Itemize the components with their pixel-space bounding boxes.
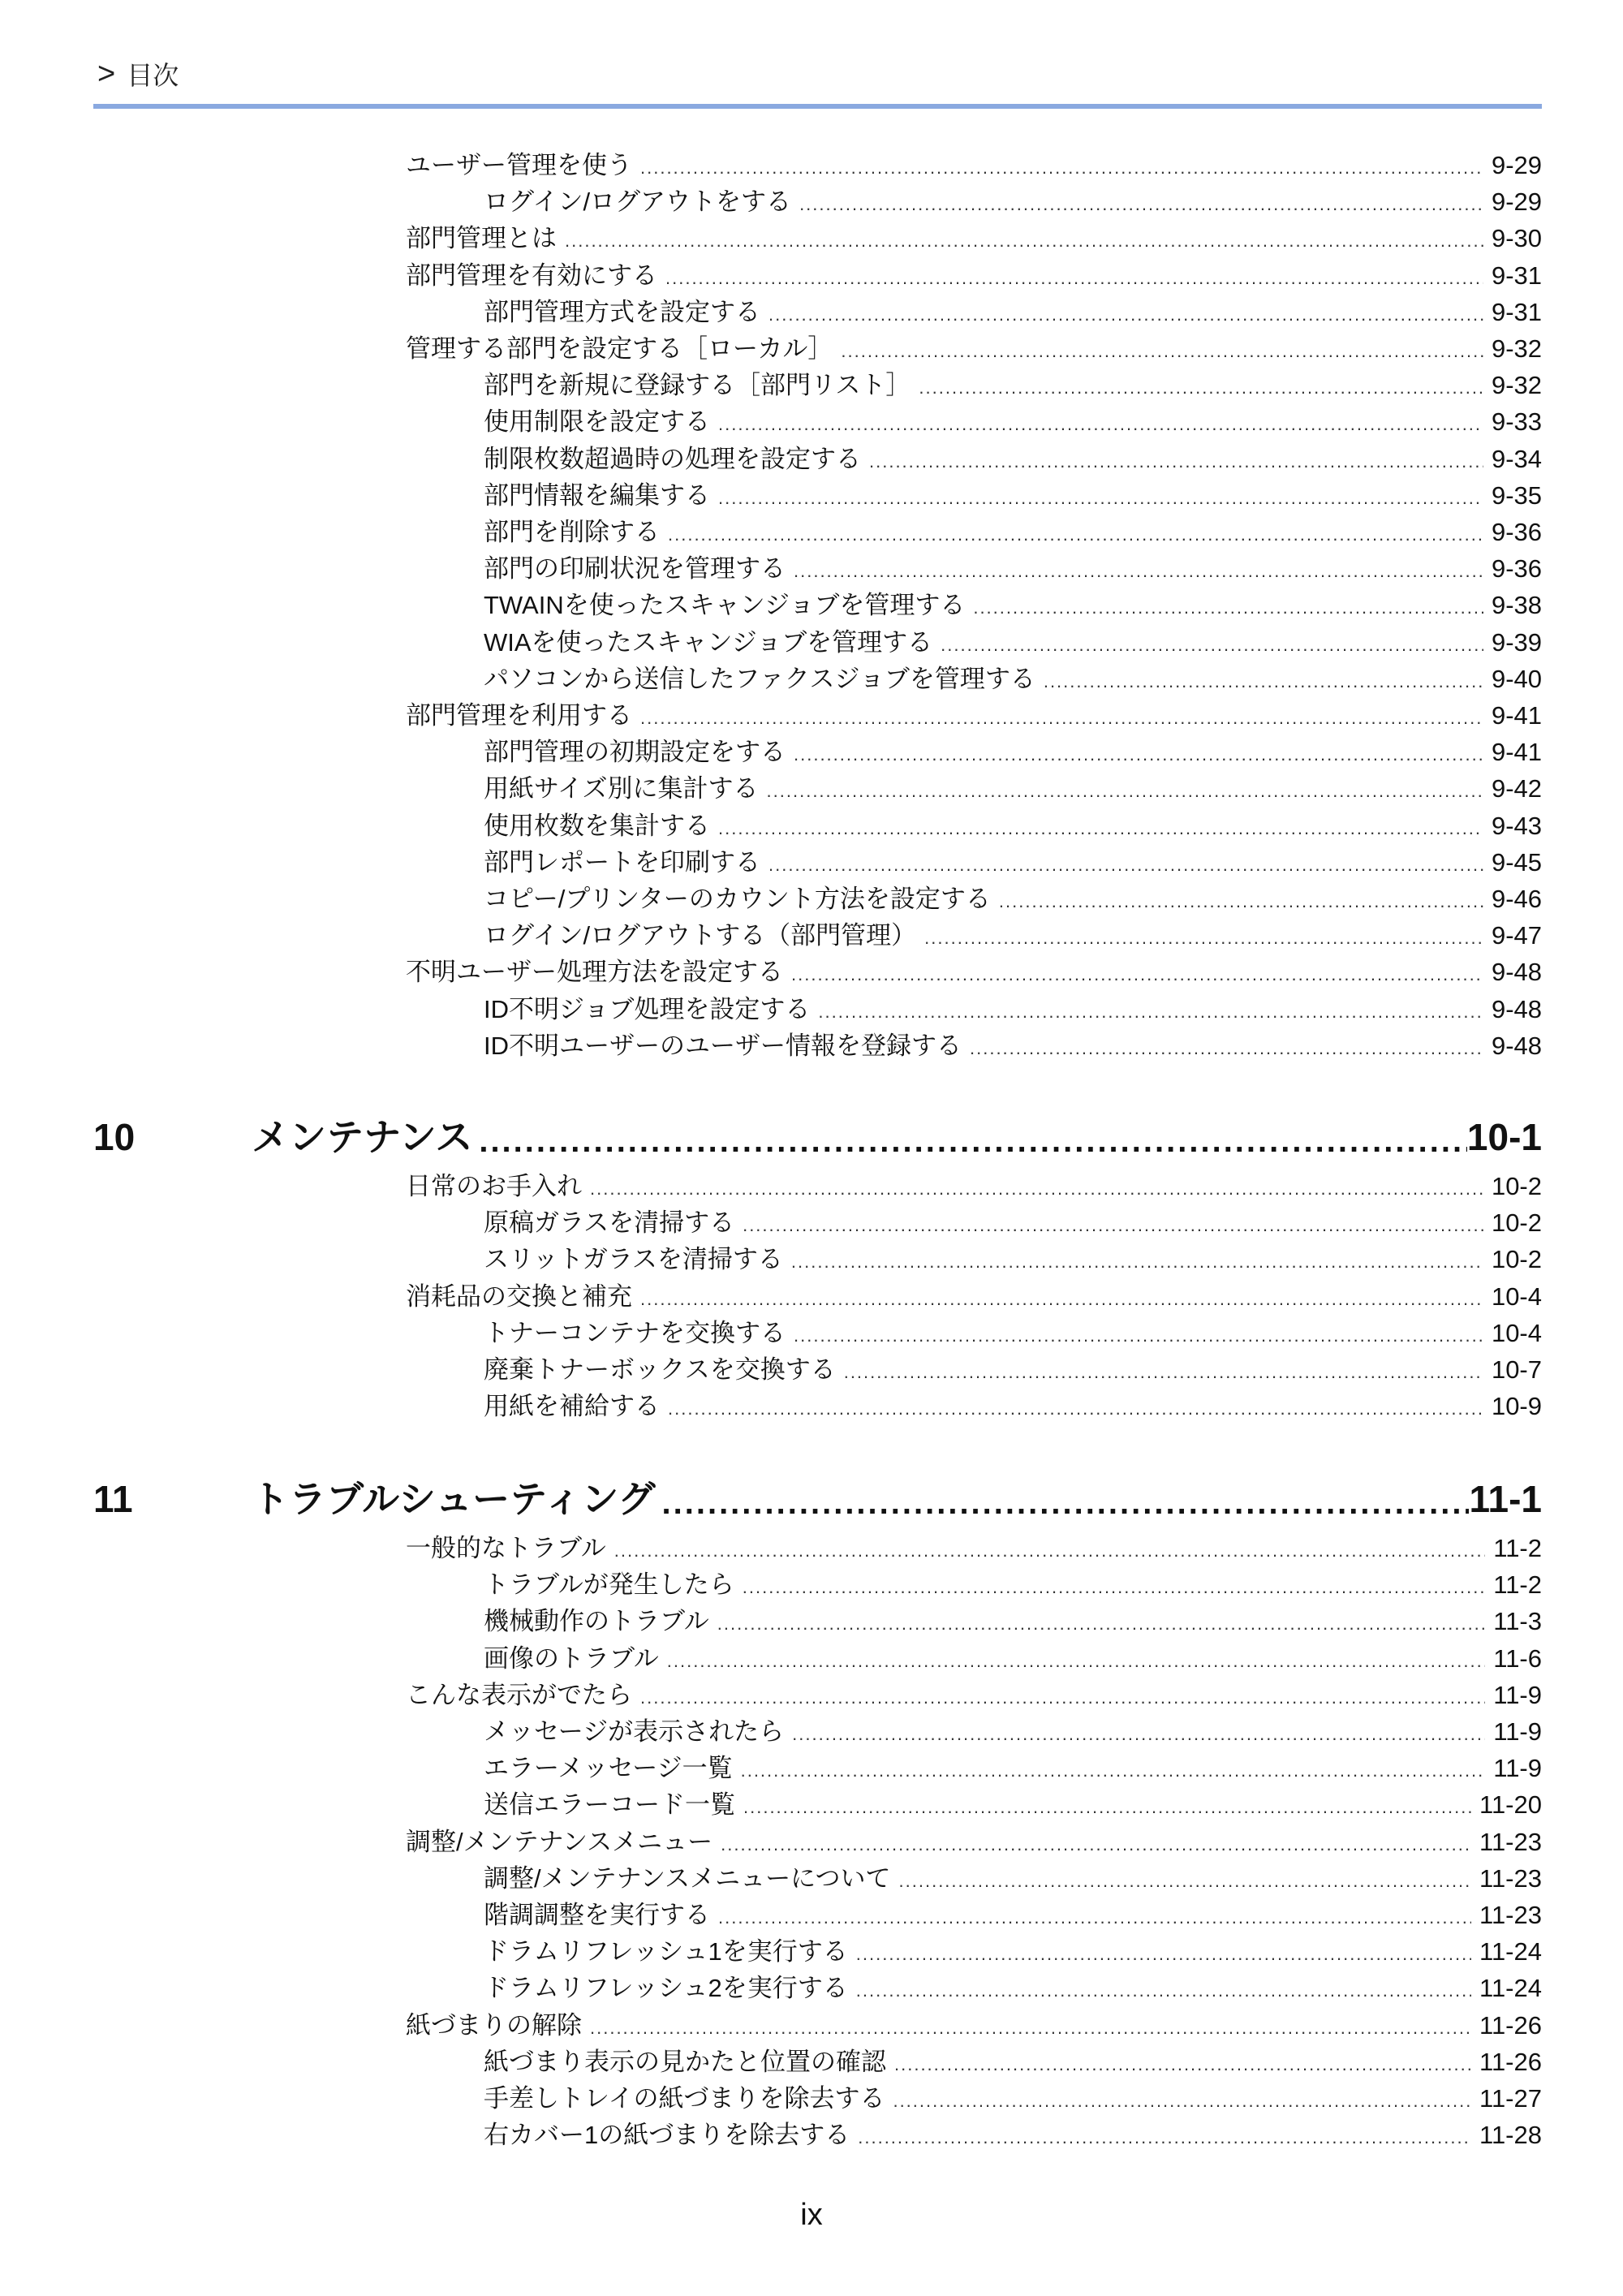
toc-entry-page: 9-32: [1491, 334, 1542, 363]
dot-leader: [794, 1324, 1483, 1348]
chapter-title: メンテナンス: [252, 1116, 473, 1158]
chapter-number: 11: [93, 1478, 133, 1520]
dot-leader: [718, 1906, 1471, 1930]
dot-leader: [640, 1287, 1483, 1312]
dot-leader: [818, 1000, 1483, 1024]
chapter-page: 11-1: [1469, 1478, 1542, 1520]
toc-entry[interactable]: [406, 2011, 1542, 2040]
dot-leader: [668, 523, 1483, 547]
toc-entry[interactable]: [484, 1570, 1542, 1600]
toc-entry-page: 9-36: [1491, 554, 1542, 584]
dot-leader: [590, 1177, 1483, 1201]
toc-entry-page: 9-48: [1491, 994, 1542, 1023]
toc-entry-title: ドラムリフレッシュ2を実行する: [484, 1974, 848, 2003]
toc-entry-title: こんな表示がでたら: [406, 1680, 632, 1709]
dot-leader: [856, 1942, 1471, 1966]
toc-entry-title: コピー/プリンターのカウント方法を設定する: [484, 885, 991, 913]
toc-entry-page: 9-48: [1491, 958, 1542, 987]
dot-leader: [893, 2089, 1471, 2113]
toc-entry-page: 11-27: [1479, 2084, 1542, 2113]
dot-leader: [858, 2126, 1471, 2150]
toc-entry[interactable]: [406, 1681, 1542, 1710]
dot-leader: [894, 2053, 1471, 2077]
toc-entry-page: 11-26: [1479, 2010, 1542, 2040]
toc-entry-page: 9-33: [1491, 407, 1542, 437]
toc-entry[interactable]: [406, 1282, 1542, 1312]
header-divider: [93, 104, 1542, 109]
toc-entry-title: 使用枚数を集計する: [484, 811, 710, 840]
toc-entry-title: 用紙サイズ別に集計する: [484, 774, 759, 803]
dot-leader: [472, 1123, 1467, 1159]
toc-entry-title: 調整/メンテナンスメニュー: [406, 1827, 713, 1856]
dot-leader: [718, 486, 1483, 510]
chapter-heading[interactable]: [252, 1477, 1542, 1521]
dot-leader: [999, 890, 1483, 914]
dot-leader: [718, 816, 1483, 841]
toc-entry-title: メッセージが表示されたら: [484, 1717, 785, 1746]
toc-entry[interactable]: [406, 334, 1542, 364]
toc-entry-title: 部門管理方式を設定する: [484, 297, 760, 326]
toc-entry[interactable]: [484, 1644, 1542, 1674]
dot-leader: [791, 963, 1483, 987]
toc-entry[interactable]: [484, 298, 1542, 327]
toc-entry[interactable]: [406, 224, 1542, 253]
toc-entry-page: 11-23: [1479, 1863, 1542, 1893]
toc-entry-page: 9-35: [1491, 480, 1542, 510]
toc-entry-title: 機械動作のトラブル: [484, 1607, 709, 1636]
toc-entry-title: ドラムリフレッシュ1を実行する: [484, 1937, 848, 1966]
dot-leader: [768, 853, 1483, 877]
toc-entry[interactable]: [484, 1245, 1542, 1274]
dot-leader: [973, 596, 1483, 620]
toc-entry-page: 10-4: [1491, 1318, 1542, 1347]
toc-entry-page: 9-41: [1491, 738, 1542, 767]
toc-entry-title: 部門の印刷状況を管理する: [484, 554, 786, 584]
dot-leader: [665, 266, 1483, 291]
toc-entry-page: 9-42: [1491, 774, 1542, 803]
toc-entry-title: 管理する部門を設定する［ローカル］: [406, 334, 833, 363]
toc-entry[interactable]: [406, 1172, 1542, 1201]
dot-leader: [743, 1213, 1483, 1238]
toc-entry-page: 11-26: [1479, 2047, 1542, 2076]
toc-entry-page: 11-2: [1493, 1534, 1542, 1562]
toc-entry[interactable]: [484, 1790, 1542, 1820]
toc-entry-page: 11-23: [1479, 1827, 1542, 1856]
toc-entry[interactable]: [484, 554, 1542, 584]
toc-entry-page: 9-36: [1491, 518, 1542, 546]
toc-entry-page: 11-3: [1493, 1607, 1542, 1636]
toc-entry[interactable]: [484, 628, 1542, 657]
toc-entry-title: 紙づまりの解除: [406, 2010, 582, 2040]
toc-entry-page: 9-32: [1491, 371, 1542, 400]
dot-leader: [721, 1833, 1471, 1857]
dot-leader: [565, 229, 1483, 253]
dot-leader: [668, 1397, 1483, 1421]
toc-entry-title: 用紙を補給する: [484, 1392, 660, 1421]
page-title: 目次: [127, 61, 179, 90]
toc-entry-page: 9-31: [1491, 261, 1542, 290]
toc-entry-page: 9-30: [1491, 224, 1542, 253]
toc-entry-page: 9-48: [1491, 1031, 1542, 1060]
toc-entry-page: 10-9: [1491, 1392, 1542, 1421]
toc-entry[interactable]: [484, 774, 1542, 803]
dot-leader: [844, 1360, 1483, 1385]
dot-leader: [794, 559, 1483, 584]
toc-entry-title: 階調調整を実行する: [484, 1901, 710, 1929]
toc-entry-title: 一般的なトラブル: [406, 1534, 606, 1562]
toc-entry[interactable]: [484, 1607, 1542, 1636]
toc-entry-page: 9-31: [1491, 297, 1542, 326]
toc-entry[interactable]: [484, 1754, 1542, 1783]
toc-entry[interactable]: [406, 1534, 1542, 1563]
toc-entry-title: 消耗品の交換と補充: [406, 1282, 632, 1311]
toc-entry-page: 10-2: [1491, 1172, 1542, 1200]
toc-entry-title: TWAINを使ったスキャンジョブを管理する: [484, 591, 966, 620]
toc-entry-page: 9-45: [1491, 847, 1542, 877]
toc-entry-page: 11-9: [1493, 1754, 1542, 1783]
toc-entry-title: 部門管理とは: [406, 224, 557, 253]
toc-entry-page: 9-39: [1491, 627, 1542, 657]
toc-entry-title: トラブルが発生したら: [484, 1570, 734, 1600]
toc-entry-title: 手差しトレイの紙づまりを除去する: [484, 2084, 885, 2113]
toc-entry-title: ID不明ユーザーのユーザー情報を登録する: [484, 1031, 962, 1060]
toc-entry[interactable]: [484, 995, 1542, 1024]
toc-entry-title: スリットガラスを清掃する: [484, 1245, 783, 1274]
dot-leader: [743, 1795, 1471, 1820]
dot-leader: [794, 743, 1483, 767]
dot-leader: [919, 376, 1483, 400]
toc-entry-page: 9-46: [1491, 885, 1542, 913]
toc-entry[interactable]: [484, 2121, 1542, 2150]
toc-entry[interactable]: [484, 591, 1542, 620]
toc-entry[interactable]: [484, 1974, 1542, 2003]
toc-entry-title: 部門レポートを印刷する: [484, 847, 760, 877]
toc-entry-title: ログイン/ログアウトする（部門管理）: [484, 921, 917, 950]
toc-entry[interactable]: [484, 1717, 1542, 1747]
toc-entry-title: 右カバー1の紙づまりを除去する: [484, 2121, 850, 2150]
toc-entry-page: 9-40: [1491, 664, 1542, 693]
dot-leader: [856, 1979, 1471, 2003]
page-number: ix: [800, 2198, 823, 2232]
toc-entry-title: ログイン/ログアウトをする: [484, 187, 792, 217]
toc-entry-page: 10-4: [1491, 1282, 1542, 1311]
toc-entry-page: 11-24: [1479, 1937, 1542, 1966]
toc-entry-page: 9-29: [1491, 187, 1542, 217]
dot-leader: [614, 1539, 1485, 1563]
toc-entry[interactable]: [484, 481, 1542, 510]
toc-entry-title: 原稿ガラスを清掃する: [484, 1208, 735, 1238]
chapter-title: トラブルシューティング: [252, 1478, 656, 1520]
toc-entry-title: 不明ユーザー処理方法を設定する: [406, 958, 783, 987]
dot-leader: [767, 779, 1483, 803]
toc-entry[interactable]: [484, 1208, 1542, 1238]
dot-leader: [741, 1759, 1486, 1783]
toc-entry[interactable]: [484, 812, 1542, 841]
dot-leader: [799, 192, 1483, 217]
toc-entry[interactable]: [484, 518, 1542, 547]
toc-entry-page: 10-2: [1491, 1208, 1542, 1238]
toc-entry-title: 廃棄トナーボックスを交換する: [484, 1355, 836, 1384]
toc-entry-page: 9-29: [1491, 151, 1542, 179]
dot-leader: [841, 339, 1483, 364]
toc-entry[interactable]: [484, 885, 1542, 914]
toc-entry-page: 9-34: [1491, 444, 1542, 473]
toc-entry[interactable]: [484, 187, 1542, 217]
toc-entry-title: 部門を削除する: [484, 518, 660, 546]
toc-entry[interactable]: [484, 665, 1542, 694]
toc-entry[interactable]: [406, 701, 1542, 730]
dot-leader: [667, 1649, 1485, 1674]
dot-leader: [640, 706, 1483, 730]
toc-entry[interactable]: [484, 445, 1542, 474]
toc-entry-page: 11-6: [1493, 1643, 1542, 1673]
dot-leader: [792, 1722, 1485, 1747]
toc-entry-page: 11-28: [1479, 2121, 1542, 2150]
toc-entry[interactable]: [484, 1355, 1542, 1385]
toc-entry[interactable]: [484, 371, 1542, 400]
toc-entry[interactable]: [406, 261, 1542, 291]
dot-leader: [869, 450, 1483, 474]
toc-entry-page: 11-2: [1493, 1570, 1542, 1600]
toc-entry-title: ID不明ジョブ処理を設定する: [484, 994, 811, 1023]
dot-leader: [970, 1036, 1483, 1061]
toc-entry-page: 11-23: [1479, 1901, 1542, 1929]
toc-entry[interactable]: [406, 958, 1542, 987]
chapter-heading[interactable]: [252, 1115, 1542, 1159]
toc-entry-title: 制限枚数超過時の処理を設定する: [484, 444, 861, 473]
toc-entry[interactable]: [484, 2048, 1542, 2077]
toc-entry-page: 11-9: [1493, 1717, 1542, 1746]
dot-leader: [590, 2016, 1471, 2040]
dot-leader: [899, 1869, 1471, 1893]
toc-entry-title: トナーコンテナを交換する: [484, 1318, 786, 1347]
toc-entry-title: 使用制限を設定する: [484, 407, 710, 437]
toc-entry[interactable]: [484, 407, 1542, 437]
toc-entry-title: WIAを使ったスキャンジョブを管理する: [484, 627, 933, 657]
dot-leader: [640, 1686, 1485, 1710]
toc-entry[interactable]: [406, 151, 1542, 180]
chevron-right-icon: >: [97, 57, 116, 91]
toc-entry[interactable]: [484, 921, 1542, 950]
dot-leader: [924, 926, 1483, 950]
dot-leader: [791, 1250, 1483, 1274]
toc-entry[interactable]: [484, 1937, 1542, 1966]
toc-entry[interactable]: [484, 1901, 1542, 1930]
toc-entry-page: 9-38: [1491, 591, 1542, 620]
toc-entry-page: 11-24: [1479, 1974, 1542, 2003]
dot-leader: [717, 1612, 1485, 1636]
toc-entry-title: 部門管理の初期設定をする: [484, 738, 786, 767]
toc-entry[interactable]: [484, 2084, 1542, 2113]
toc-entry-title: パソコンから送信したファクスジョブを管理する: [484, 664, 1035, 693]
dot-leader: [656, 1485, 1470, 1521]
toc-entry-title: 部門管理を利用する: [406, 701, 632, 730]
toc-entry[interactable]: [484, 1319, 1542, 1348]
dot-leader: [1044, 670, 1483, 694]
dot-leader: [743, 1575, 1485, 1600]
toc-entry[interactable]: [484, 1392, 1542, 1421]
breadcrumb[interactable]: [97, 55, 179, 93]
toc-entry[interactable]: [484, 1864, 1542, 1893]
toc-entry[interactable]: [484, 1032, 1542, 1061]
toc-entry-page: 9-47: [1491, 921, 1542, 950]
toc-entry[interactable]: [484, 738, 1542, 767]
toc-entry-title: 部門を新規に登録する［部門リスト］: [484, 371, 911, 400]
toc-entry-page: 9-41: [1491, 701, 1542, 730]
toc-entry-title: 紙づまり表示の見かたと位置の確認: [484, 2047, 886, 2076]
toc-entry-title: ユーザー管理を使う: [406, 151, 632, 179]
toc-entry-page: 11-20: [1479, 1790, 1542, 1820]
toc-entry-title: 画像のトラブル: [484, 1643, 659, 1673]
toc-entry-page: 9-43: [1491, 811, 1542, 840]
toc-entry-title: 部門情報を編集する: [484, 480, 710, 510]
dot-leader: [768, 303, 1483, 327]
chapter-page: 10-1: [1466, 1116, 1542, 1158]
dot-leader: [640, 156, 1483, 180]
toc-entry[interactable]: [406, 1828, 1542, 1857]
toc-entry-page: 10-2: [1491, 1245, 1542, 1274]
toc-entry[interactable]: [484, 848, 1542, 877]
toc-entry-title: 調整/メンテナンスメニューについて: [484, 1863, 891, 1893]
toc-entry-title: エラーメッセージ一覧: [484, 1754, 733, 1783]
toc-entry-page: 11-9: [1493, 1680, 1542, 1709]
toc-entry-title: 部門管理を有効にする: [406, 261, 657, 290]
chapter-number: 10: [93, 1116, 136, 1158]
toc-entry-page: 10-7: [1491, 1355, 1542, 1384]
toc-entry-title: 送信エラーコード一覧: [484, 1790, 735, 1820]
dot-leader: [941, 633, 1483, 657]
toc-entry-title: 日常のお手入れ: [406, 1172, 582, 1200]
dot-leader: [718, 412, 1483, 437]
